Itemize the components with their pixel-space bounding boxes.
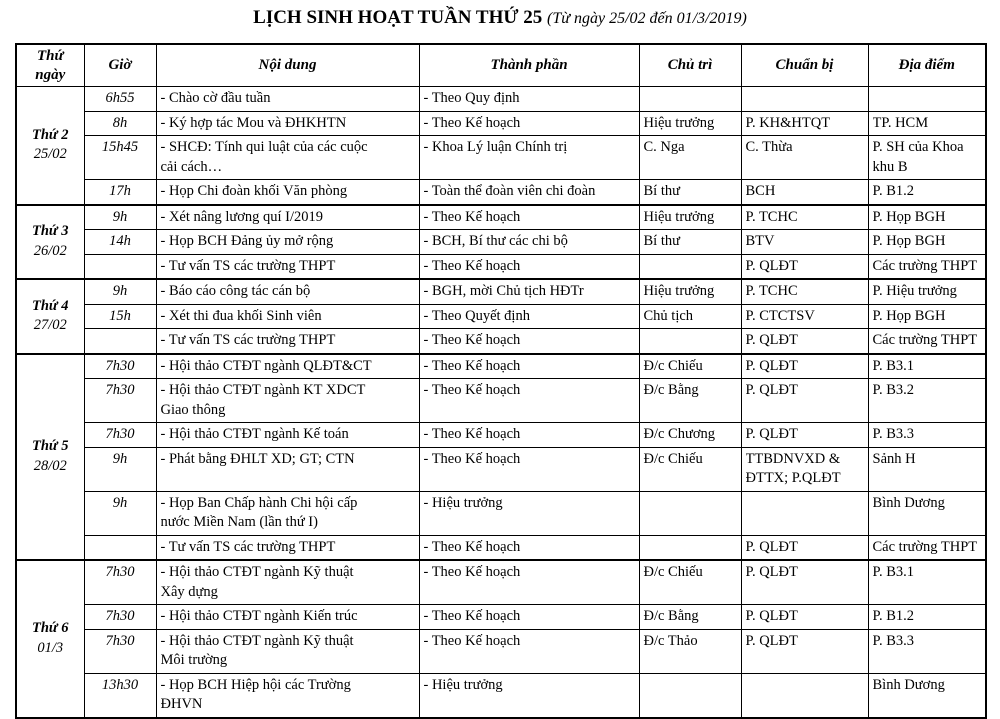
participants-cell: - Theo Kế hoạch <box>419 560 639 605</box>
day-name: Thứ 4 <box>32 297 69 314</box>
content-cell <box>156 329 419 354</box>
host-cell: Hiệu trưởng <box>639 205 741 230</box>
participants-cell: - Toàn thể đoàn viên chi đoàn <box>419 180 639 205</box>
host-cell: Đ/c Thảo <box>639 629 741 673</box>
participants-cell: - Hiệu trưởng <box>419 673 639 718</box>
schedule-row <box>16 329 986 354</box>
schedule-row <box>16 379 986 423</box>
host-cell <box>639 535 741 560</box>
time-cell <box>84 535 156 560</box>
place-cell-line: Bình Dương <box>872 676 945 693</box>
host-cell <box>639 491 741 535</box>
place-cell <box>868 254 986 279</box>
participants-cell: - Theo Kế hoạch <box>419 605 639 630</box>
prep-cell <box>741 180 868 205</box>
content-cell-line: - Chào cờ đầu tuần <box>160 90 271 106</box>
place-cell-line: Bình Dương <box>872 494 945 511</box>
header-row <box>16 44 986 87</box>
content-cell <box>156 605 419 630</box>
place-cell <box>868 205 986 230</box>
place-cell <box>868 304 986 329</box>
time-cell: 7h30 <box>84 354 156 379</box>
prep-cell <box>741 560 868 605</box>
participants-cell: - Hiệu trưởng <box>419 491 639 535</box>
content-cell-line: nước Miền Nam (lần thứ I) <box>160 514 318 530</box>
host-cell: Hiệu trưởng <box>639 111 741 136</box>
prep-cell-line: P. QLĐT <box>745 538 798 555</box>
schedule-row <box>16 560 986 605</box>
content-cell <box>156 560 419 605</box>
content-cell <box>156 535 419 560</box>
day-cell <box>16 205 84 280</box>
content-cell-line: - Phát bằng ĐHLT XD; GT; CTN <box>160 450 355 467</box>
day-date: 01/3 <box>37 639 64 656</box>
time-cell: 17h <box>84 180 156 205</box>
content-cell <box>156 354 419 379</box>
place-cell <box>868 447 986 491</box>
time-cell: 15h <box>84 304 156 329</box>
prep-cell-line: P. QLĐT <box>745 257 798 274</box>
place-cell-line: P. B1.2 <box>872 183 915 199</box>
time-cell: 6h55 <box>84 87 156 112</box>
place-cell <box>868 605 986 630</box>
day-cell <box>16 279 84 354</box>
place-cell-line: Các trường THPT <box>872 332 978 348</box>
participants-cell: - Theo Quy định <box>419 87 639 112</box>
day-cell <box>16 87 84 205</box>
host-cell: Đ/c Chiếu <box>639 447 741 491</box>
place-cell-line: khu B <box>872 158 908 175</box>
place-cell <box>868 329 986 354</box>
host-cell: Đ/c Bằng <box>639 605 741 630</box>
host-cell: Bí thư <box>639 180 741 205</box>
prep-cell-line: P. QLĐT <box>745 426 798 442</box>
time-cell: 7h30 <box>84 379 156 423</box>
schedule-row <box>16 205 986 230</box>
content-cell-line: Môi trường <box>160 652 228 668</box>
schedule-row <box>16 230 986 255</box>
header-participants: Thành phần <box>419 44 639 87</box>
place-cell <box>868 535 986 560</box>
prep-cell <box>741 354 868 379</box>
time-cell: 7h30 <box>84 560 156 605</box>
time-cell: 9h <box>84 279 156 304</box>
content-cell <box>156 423 419 448</box>
time-cell <box>84 254 156 279</box>
prep-cell-line: C. Thừa <box>745 139 793 155</box>
prep-cell <box>741 304 868 329</box>
prep-cell <box>741 230 868 255</box>
place-cell <box>868 379 986 423</box>
content-cell <box>156 230 419 255</box>
place-cell-line: P. Họp BGH <box>872 233 946 249</box>
place-cell-line: P. B3.3 <box>872 632 915 649</box>
day-date: 25/02 <box>33 146 67 163</box>
content-cell-line: - Hội thảo CTĐT ngành KT XDCT <box>160 382 366 398</box>
content-cell-line: - Tư vấn TS các trường THPT <box>160 332 336 348</box>
content-cell-line: Giao thông <box>160 401 226 418</box>
host-cell <box>639 254 741 279</box>
content-cell-line: - Xét thi đua khối Sinh viên <box>160 307 322 324</box>
participants-cell: - Theo Kế hoạch <box>419 254 639 279</box>
header-day: Thứ ngày <box>16 44 84 87</box>
prep-cell-line: P. QLĐT <box>745 332 798 348</box>
prep-cell <box>741 379 868 423</box>
host-cell: Hiệu trưởng <box>639 279 741 304</box>
prep-cell <box>741 136 868 180</box>
host-cell <box>639 329 741 354</box>
content-cell <box>156 87 419 112</box>
time-cell: 9h <box>84 491 156 535</box>
prep-cell-line: P. KH&HTQT <box>745 114 831 131</box>
host-cell: Bí thư <box>639 230 741 255</box>
host-cell: Đ/c Chương <box>639 423 741 448</box>
schedule-row <box>16 629 986 673</box>
content-cell-line: - Báo cáo công tác cán bộ <box>160 283 311 299</box>
content-cell <box>156 629 419 673</box>
participants-cell: - Theo Kế hoạch <box>419 423 639 448</box>
prep-cell <box>741 447 868 491</box>
participants-cell: - Khoa Lý luận Chính trị <box>419 136 639 180</box>
place-cell-line: P. B1.2 <box>872 608 915 624</box>
prep-cell-line: P. QLĐT <box>745 382 798 398</box>
prep-cell-line: P. QLĐT <box>745 564 798 580</box>
place-cell <box>868 423 986 448</box>
content-cell-line: - Hội thảo CTĐT ngành Kế toán <box>160 426 349 442</box>
place-cell-line: Sảnh H <box>872 450 916 467</box>
place-cell-line: P. B3.2 <box>872 382 915 398</box>
header-content: Nội dung <box>156 44 419 87</box>
day-name: Thứ 3 <box>32 223 69 240</box>
schedule-row <box>16 535 986 560</box>
content-cell <box>156 673 419 718</box>
schedule-row <box>16 491 986 535</box>
day-cell <box>16 560 84 718</box>
prep-cell <box>741 254 868 279</box>
time-cell: 13h30 <box>84 673 156 718</box>
day-date: 28/02 <box>33 457 67 474</box>
place-cell-line: P. B3.3 <box>872 426 915 442</box>
place-cell-line: TP. HCM <box>872 114 929 131</box>
participants-cell: - Theo Kế hoạch <box>419 205 639 230</box>
content-cell-line: - Tư vấn TS các trường THPT <box>160 538 336 555</box>
content-cell <box>156 180 419 205</box>
participants-cell: - Theo Kế hoạch <box>419 379 639 423</box>
time-cell <box>84 329 156 354</box>
content-cell-line: - SHCĐ: Tính qui luật của các cuộc <box>160 139 368 155</box>
place-cell-line: P. Họp BGH <box>872 208 946 225</box>
content-cell <box>156 111 419 136</box>
participants-cell: - BGH, mời Chủ tịch HĐTr <box>419 279 639 304</box>
schedule-row <box>16 423 986 448</box>
header-host: Chủ trì <box>639 44 741 87</box>
content-cell <box>156 136 419 180</box>
place-cell <box>868 629 986 673</box>
schedule-row <box>16 254 986 279</box>
time-cell: 7h30 <box>84 423 156 448</box>
weekly-schedule-table <box>15 43 987 719</box>
place-cell-line: P. Họp BGH <box>872 307 946 324</box>
place-cell <box>868 87 986 112</box>
content-cell-line: - Tư vấn TS các trường THPT <box>160 257 336 274</box>
participants-cell: - Theo Kế hoạch <box>419 354 639 379</box>
header-time: Giờ <box>84 44 156 87</box>
place-cell <box>868 354 986 379</box>
place-cell <box>868 180 986 205</box>
prep-cell-line: P. TCHC <box>745 208 798 225</box>
content-cell <box>156 304 419 329</box>
content-cell-line: - Hội thảo CTĐT ngành QLĐT&CT <box>160 357 372 374</box>
place-cell <box>868 560 986 605</box>
content-cell-line: - Họp BCH Hiệp hội các Trường <box>160 676 351 693</box>
prep-cell-line: TTBDNVXD & <box>745 450 841 467</box>
schedule-row <box>16 447 986 491</box>
prep-cell-line: P. QLĐT <box>745 632 798 649</box>
host-cell: Đ/c Chiếu <box>639 560 741 605</box>
schedule-row <box>16 180 986 205</box>
schedule-row <box>16 136 986 180</box>
prep-cell <box>741 673 868 718</box>
day-date: 26/02 <box>33 242 67 259</box>
content-cell-line: - Ký hợp tác Mou và ĐHKHTN <box>160 114 347 131</box>
title-date-range: (Từ ngày 25/02 đến 01/3/2019) <box>547 10 747 27</box>
schedule-row <box>16 279 986 304</box>
place-cell <box>868 230 986 255</box>
content-cell-line: - Họp BCH Đảng ủy mở rộng <box>160 233 334 249</box>
content-cell-line: - Xét nâng lương quí I/2019 <box>160 208 324 225</box>
schedule-row <box>16 304 986 329</box>
prep-cell <box>741 629 868 673</box>
prep-cell <box>741 279 868 304</box>
place-cell-line: Các trường THPT <box>872 257 978 274</box>
schedule-row <box>16 673 986 718</box>
place-cell-line: Các trường THPT <box>872 538 978 555</box>
place-cell <box>868 111 986 136</box>
prep-cell <box>741 535 868 560</box>
participants-cell: - BCH, Bí thư các chi bộ <box>419 230 639 255</box>
content-cell <box>156 491 419 535</box>
prep-cell <box>741 329 868 354</box>
host-cell: Đ/c Chiếu <box>639 354 741 379</box>
content-cell <box>156 205 419 230</box>
content-cell-line: - Hội thảo CTĐT ngành Kỹ thuật <box>160 632 354 649</box>
prep-cell <box>741 87 868 112</box>
schedule-row <box>16 111 986 136</box>
host-cell <box>639 673 741 718</box>
prep-cell-line: ĐTTX; P.QLĐT <box>745 470 841 486</box>
content-cell <box>156 254 419 279</box>
prep-cell-line: P. QLĐT <box>745 357 798 374</box>
content-cell <box>156 379 419 423</box>
place-cell <box>868 136 986 180</box>
header-place: Địa điểm <box>868 44 986 87</box>
content-cell-line: - Họp Chi đoàn khối Văn phòng <box>160 183 348 199</box>
time-cell: 7h30 <box>84 629 156 673</box>
content-cell-line: Xây dựng <box>160 583 218 600</box>
prep-cell <box>741 423 868 448</box>
day-name: Thứ 6 <box>32 620 69 637</box>
time-cell: 14h <box>84 230 156 255</box>
schedule-row <box>16 605 986 630</box>
time-cell: 15h45 <box>84 136 156 180</box>
participants-cell: - Theo Quyết định <box>419 304 639 329</box>
day-cell <box>16 354 84 561</box>
day-date: 27/02 <box>33 317 67 334</box>
place-cell-line: P. Hiệu trưởng <box>872 283 957 299</box>
place-cell <box>868 279 986 304</box>
prep-cell-line: P. QLĐT <box>745 608 798 624</box>
host-cell <box>639 87 741 112</box>
participants-cell: - Theo Kế hoạch <box>419 447 639 491</box>
place-cell-line: P. SH của Khoa <box>872 139 964 155</box>
host-cell: Chủ tịch <box>639 304 741 329</box>
prep-cell <box>741 111 868 136</box>
prep-cell <box>741 491 868 535</box>
content-cell-line: - Hội thảo CTĐT ngành Kỹ thuật <box>160 564 354 580</box>
participants-cell: - Theo Kế hoạch <box>419 111 639 136</box>
prep-cell <box>741 605 868 630</box>
time-cell: 8h <box>84 111 156 136</box>
participants-cell: - Theo Kế hoạch <box>419 535 639 560</box>
content-cell-line: ĐHVN <box>160 696 203 712</box>
prep-cell-line: P. CTCTSV <box>745 307 815 324</box>
schedule-row <box>16 87 986 112</box>
day-name: Thứ 2 <box>32 126 69 143</box>
participants-cell: - Theo Kế hoạch <box>419 629 639 673</box>
host-cell: C. Nga <box>639 136 741 180</box>
title-main: LỊCH SINH HOẠT TUẦN THỨ 25 <box>253 7 543 28</box>
page-title <box>0 7 1000 29</box>
content-cell-line: cải cách… <box>160 158 223 175</box>
schedule-body <box>16 87 986 718</box>
place-cell <box>868 673 986 718</box>
time-cell: 9h <box>84 447 156 491</box>
content-cell <box>156 447 419 491</box>
participants-cell: - Theo Kế hoạch <box>419 329 639 354</box>
content-cell-line: - Hội thảo CTĐT ngành Kiến trúc <box>160 608 358 624</box>
place-cell <box>868 491 986 535</box>
content-cell-line: - Họp Ban Chấp hành Chi hội cấp <box>160 494 358 511</box>
day-name: Thứ 5 <box>32 438 69 455</box>
time-cell: 9h <box>84 205 156 230</box>
prep-cell-line: BTV <box>745 233 775 249</box>
place-cell-line: P. B3.1 <box>872 357 915 374</box>
place-cell-line: P. B3.1 <box>872 564 915 580</box>
prep-cell-line: BCH <box>745 183 776 199</box>
host-cell: Đ/c Bằng <box>639 379 741 423</box>
schedule-row <box>16 354 986 379</box>
prep-cell <box>741 205 868 230</box>
prep-cell-line: P. TCHC <box>745 283 798 299</box>
header-prep: Chuẩn bị <box>741 44 868 87</box>
content-cell <box>156 279 419 304</box>
time-cell: 7h30 <box>84 605 156 630</box>
